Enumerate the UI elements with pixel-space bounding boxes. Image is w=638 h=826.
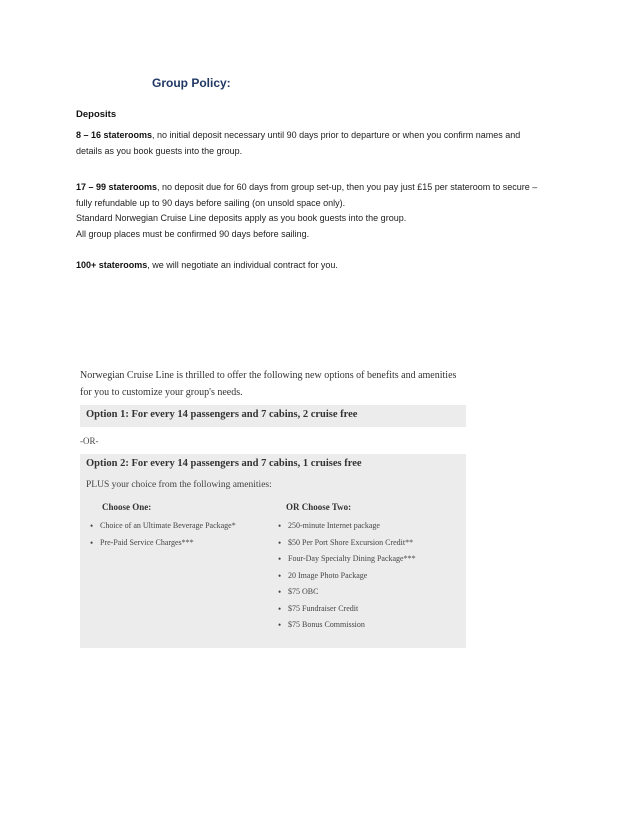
tier-2-line-2: Standard Norwegian Cruise Line deposits apply as you book guests into the group. (76, 213, 407, 223)
deposit-tier-2 (76, 180, 546, 242)
deposit-tier-3 (76, 258, 546, 274)
choose-two-heading: OR Choose Two: (286, 502, 352, 512)
tier-3-text: , we will negotiate an individual contract for you. (147, 260, 338, 270)
tier-1-label: 8 – 16 staterooms (76, 130, 153, 140)
ncl-offer-section (80, 367, 466, 648)
deposits-heading: Deposits (76, 109, 117, 120)
choose-one-list (90, 518, 278, 551)
list-item: • 20 Image Photo Package (278, 568, 458, 585)
list-item: • Choice of an Ultimate Beverage Package* (90, 518, 278, 535)
option-1-box: Option 1: For every 14 passengers and 7 cabins, 2 cruise free (80, 405, 466, 427)
list-item: • $75 OBC (278, 584, 458, 601)
page-title: Group Policy: (152, 76, 231, 90)
deposit-tier-1 (76, 128, 546, 159)
list-item: • 250-minute Internet package (278, 518, 458, 535)
or-separator: -OR- (80, 436, 99, 446)
list-item: • $75 Bonus Commission (278, 617, 458, 634)
list-item: • $75 Fundraiser Credit (278, 601, 458, 618)
tier-2-text: , no deposit due for 60 days from group set-up, then you pay just £15 per stateroom to secure – fully refundable up to 90 days before sailing (on unsold space only). (76, 182, 538, 208)
ncl-intro: Norwegian Cruise Line is thrilled to offer the following new options of benefits and amenities for you to customize your group's needs. (80, 370, 457, 398)
option-2-box (80, 454, 466, 648)
tier-2-line-3: All group places must be confirmed 90 days before sailing. (76, 228, 310, 239)
tier-3-label: 100+ staterooms (76, 260, 148, 270)
choose-one-column (86, 502, 278, 634)
tier-1-text: , no initial deposit necessary until 90 days prior to departure or when you confirm names and details as you book guests into the group. (76, 130, 521, 156)
choose-one-heading: Choose One: (102, 502, 152, 512)
choose-two-list (278, 518, 458, 634)
plus-amenities-text: PLUS your choice from the following amenities: (86, 480, 272, 490)
list-item: • Pre-Paid Service Charges*** (90, 535, 278, 552)
amenities-columns (86, 502, 460, 634)
option-2-title: Option 2: For every 14 passengers and 7 cabins, 1 cruises free (86, 458, 362, 469)
list-item: • $50 Per Port Shore Excursion Credit** (278, 535, 458, 552)
choose-two-column (278, 502, 458, 634)
list-item: • Four-Day Specialty Dining Package*** (278, 551, 458, 568)
tier-2-label: 17 – 99 staterooms (76, 182, 158, 192)
